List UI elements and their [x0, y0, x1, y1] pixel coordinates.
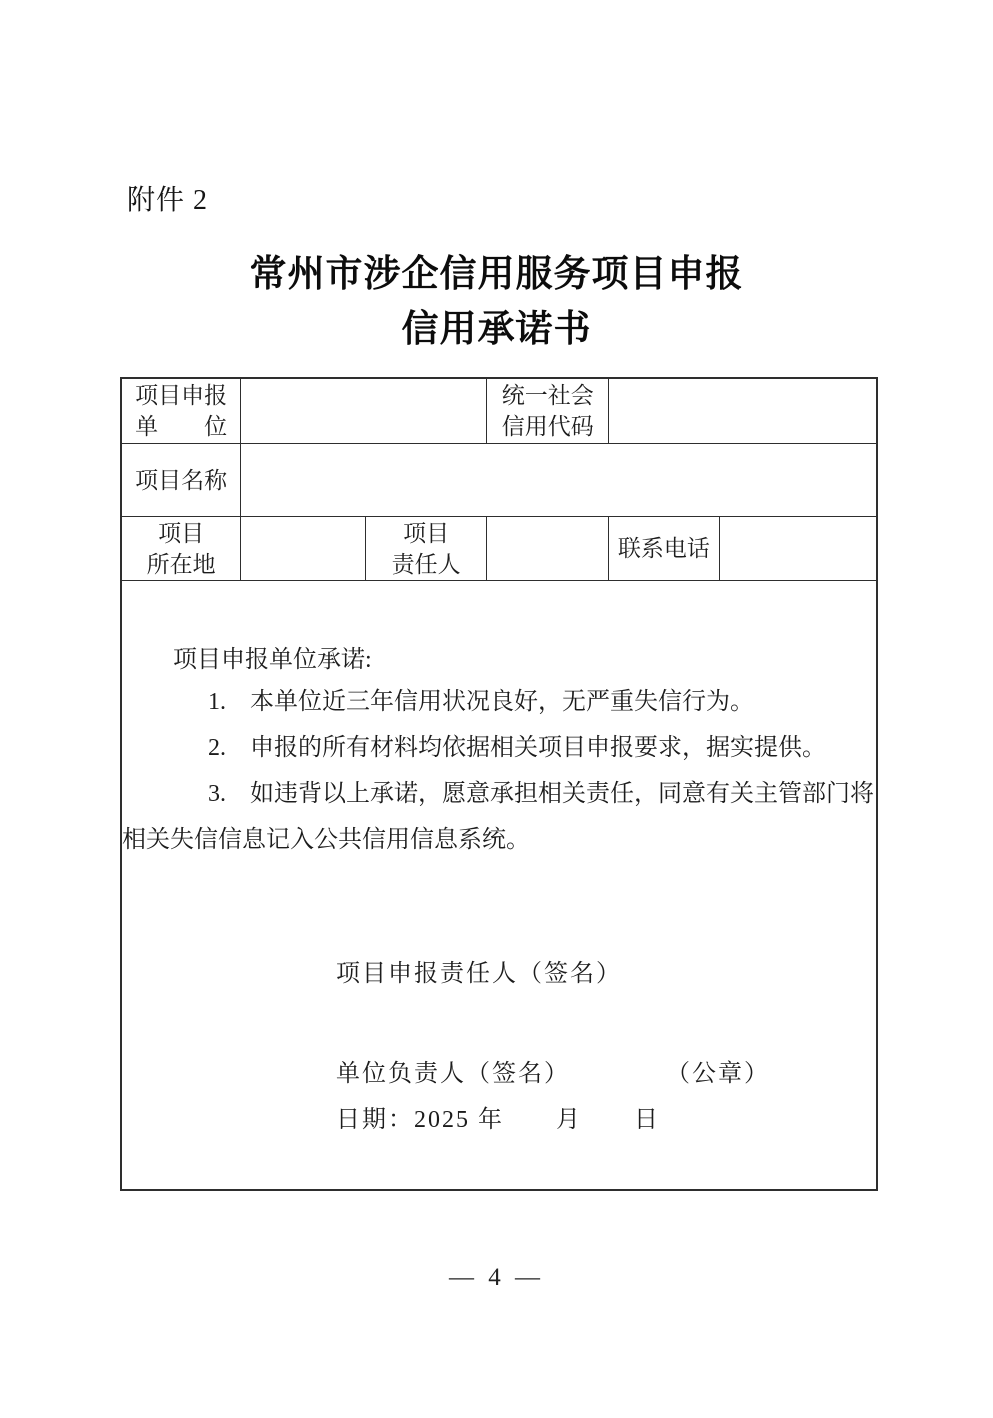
form-row-project-name: [121, 444, 877, 517]
official-seal-label: （公章）: [666, 1061, 770, 1087]
project-name-label: [121, 444, 241, 517]
commitment-item-1: 1. 本单位近三年信用状况良好，无严重失信行为。: [208, 689, 754, 715]
contact-phone-value-cell: [719, 517, 877, 581]
commitment-intro: 项目申报单位承诺:: [173, 647, 372, 673]
contact-phone-label: [609, 517, 720, 581]
project-lead-value-cell: [487, 517, 609, 581]
project-lead-label-line1: 项目: [403, 520, 450, 546]
project-lead-label: [365, 517, 487, 581]
contact-phone-label-text: 联系电话: [617, 536, 710, 561]
applicant-unit-label-line1: 项目申报: [135, 383, 228, 408]
applicant-unit-label-line2: 单 位: [135, 414, 228, 439]
project-location-label: [121, 517, 241, 581]
project-name-value-cell: [241, 444, 877, 517]
applicant-unit-value-cell: [241, 378, 487, 444]
project-lead-label-line2: 责任人: [391, 551, 461, 577]
credit-code-label: [487, 378, 609, 444]
application-form-table: [120, 377, 878, 1191]
credit-code-label-line1: 统一社会: [501, 383, 594, 408]
project-location-label-line1: 项目: [158, 520, 205, 546]
page-number: — 4 —: [449, 1264, 544, 1291]
document-title-line2: 信用承诺书: [401, 309, 592, 350]
document-title: [0, 247, 993, 357]
unit-lead-signature-label: 单位负责人（签名）: [336, 1061, 570, 1087]
document-title-line1: 常州市涉企信用服务项目申报: [249, 254, 744, 295]
date-line: 日期：2025 年 月 日: [336, 1107, 660, 1133]
commitment-cell: [121, 581, 877, 1191]
form-row-location-lead-phone: [121, 517, 877, 581]
applicant-unit-label: [121, 378, 241, 444]
form-row-commitment: [121, 581, 877, 1191]
commitment-item-3: 3. 如违背以上承诺，愿意承担相关责任，同意有关主管部门将相关失信信息记入公共信用信息系统。: [122, 781, 874, 853]
credit-code-label-line2: 信用代码: [501, 414, 594, 439]
unit-lead-signature-line: [336, 1059, 876, 1089]
project-lead-signature-line: 项目申报责任人（签名）: [336, 961, 622, 987]
project-location-label-line2: 所在地: [146, 551, 216, 577]
project-name-label-text: 项目名称: [135, 467, 228, 493]
form-row-applicant: [121, 378, 877, 444]
commitment-item-2: 2. 申报的所有材料均依据相关项目申报要求，据实提供。: [208, 735, 826, 761]
project-location-value-cell: [241, 517, 366, 581]
credit-code-value-cell: [609, 378, 877, 444]
attachment-label: 附件 2: [127, 185, 209, 216]
